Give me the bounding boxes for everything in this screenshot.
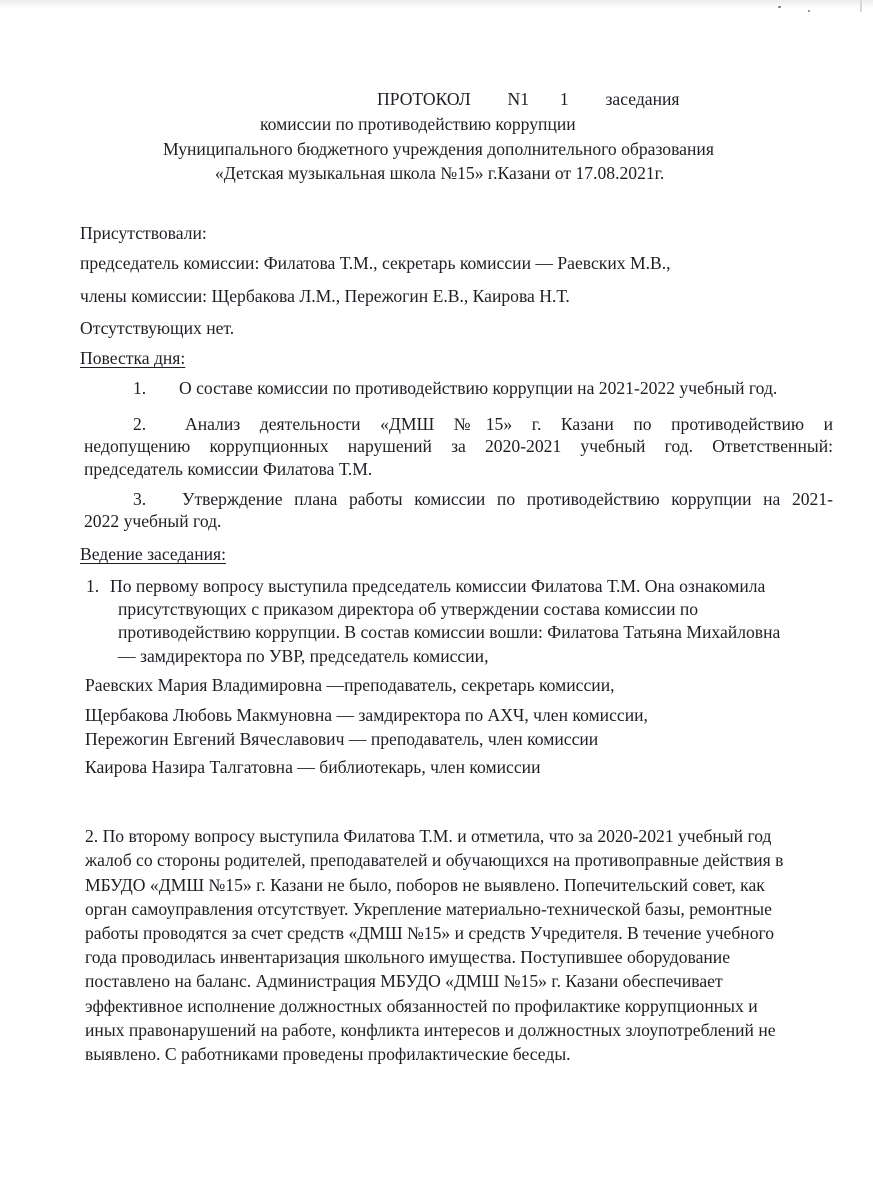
scan-speck [778, 6, 781, 8]
agenda-item-3-number: 3. [133, 489, 147, 509]
attendance-absent: Отсутствующих нет. [80, 318, 235, 338]
protocol-number-prefix: N1 [507, 89, 530, 109]
scan-top-edge [0, 0, 873, 8]
attendance-members: члены комиссии: Щербакова Л.М., Пережогин Е.В., Каирова Н.Т. [80, 286, 570, 306]
header-line-commission: комиссии по противодействию коррупции [260, 114, 576, 134]
proceedings-item-1-line: — замдиректора по УВР, председатель комиссии, [118, 646, 489, 666]
agenda-item-2-line-2: недопущению коррупционных нарушений за 2020-2021 учебный год. Ответственный: [84, 436, 833, 456]
proceedings-item-2-line: иных правонарушений на работе, конфликта интересов и должностных злоупотреблений не [85, 1020, 776, 1040]
proceedings-item-2-line: выявлено. С работниками проведены профилактические беседы. [85, 1044, 571, 1064]
member-line: Щербакова Любовь Макмуновна — замдиректора по АХЧ, член комиссии, [85, 705, 648, 725]
member-line: Раевских Мария Владимировна —преподаватель, секретарь комиссии, [85, 675, 615, 695]
attendance-heading: Присутствовали: [80, 223, 207, 243]
member-line: Пережогин Евгений Вячеславович — преподаватель, член комиссии [85, 729, 599, 749]
protocol-title [377, 88, 680, 110]
proceedings-item-1-number: 1. [86, 576, 100, 596]
protocol-title-word: ПРОТОКОЛ [377, 89, 471, 109]
proceedings-heading: Ведение заседания: [80, 544, 227, 564]
proceedings-item-2-line: года проводилась инвентаризация школьного имущества. Поступившее оборудование [85, 947, 731, 967]
proceedings-item-2-line: поставлено на баланс. Администрация МБУДО «ДМШ №15» г. Казани обеспечивает [85, 971, 723, 991]
scan-edge-mark [860, 0, 862, 12]
agenda-item-1-number: 1. [133, 378, 147, 398]
proceedings-item-1-line: По первому вопросу выступила председатель комиссии Филатова Т.М. Она ознакомила [110, 576, 766, 596]
header-line-institution: Муниципального бюджетного учреждения дополнительного образования [163, 139, 714, 159]
scan-speck [808, 10, 810, 12]
agenda-item-2-line-1: Анализ деятельности «ДМШ №15» г. Казани по противодействию и [185, 414, 833, 434]
agenda-heading: Повестка дня: [80, 348, 186, 368]
proceedings-item-1-line: противодействию коррупции. В состав комиссии вошли: Филатова Татьяна Михайловна [118, 622, 781, 642]
proceedings-item-2-line: орган самоуправления отсутствует. Укрепление материально-технической базы, ремонтные [85, 899, 772, 919]
protocol-number: 1 [559, 89, 569, 109]
agenda-item-1-text: О составе комиссии по противодействию коррупции на 2021-2022 учебный год. [179, 378, 778, 398]
agenda-item-2-line-3: председатель комиссии Филатова Т.М. [84, 459, 373, 479]
attendance-chair: председатель комиссии: Филатова Т.М., секретарь комиссии — Раевских М.В., [80, 253, 671, 273]
agenda-item-2-number: 2. [133, 414, 147, 434]
header-line-school: «Детская музыкальная школа №15» г.Казани от 17.08.2021г. [215, 163, 665, 183]
agenda-item-3-line-2: 2022 учебный год. [84, 511, 222, 531]
protocol-title-suffix: заседания [605, 89, 680, 109]
proceedings-item-2-line: работы проводятся за счет средств «ДМШ №15» и средств Учредителя. В течение учебного [85, 923, 775, 943]
proceedings-item-2-line: жалоб со стороны родителей, преподавателей и обучающихся на противоправные действия в [85, 850, 784, 870]
proceedings-item-2-line: эффективное исполнение должностных обязанностей по профилактике коррупционных и [85, 996, 758, 1016]
proceedings-item-2-line: 2. По второму вопросу выступила Филатова Т.М. и отметила, что за 2020-2021 учебный год [85, 826, 772, 846]
proceedings-item-1-line: присутствующих с приказом директора об утверждении состава комиссии по [118, 599, 699, 619]
member-line: Каирова Назира Талгатовна — библиотекарь, член комиссии [85, 757, 541, 777]
agenda-item-3-line-1: Утверждение плана работы комиссии по противодействию коррупции на 2021- [182, 489, 833, 509]
proceedings-item-2-line: МБУДО «ДМШ №15» г. Казани не было, поборов не выявлено. Попечительский совет, как [85, 875, 765, 895]
